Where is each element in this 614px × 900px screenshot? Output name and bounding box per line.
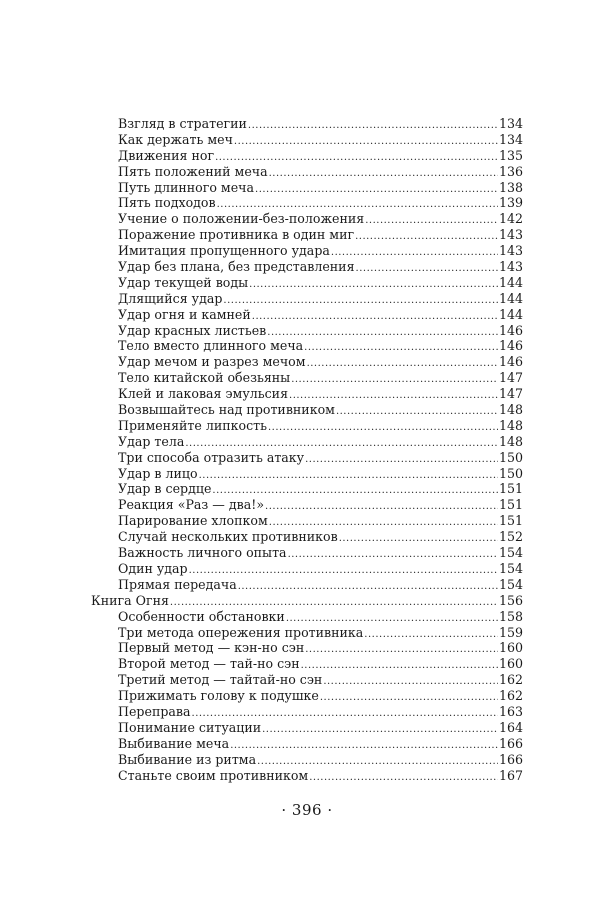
toc-entry (91, 529, 523, 545)
toc-entry-title: Путь длинного меча (118, 179, 255, 195)
toc-entry-title: Прижимать голову к подушке (118, 688, 319, 704)
toc-entry (91, 656, 523, 672)
toc-entry-title: Парирование хлопком (118, 513, 268, 529)
toc-entry-title: Тело китайской обезьяны (118, 370, 291, 386)
toc-entry-page: 139 (498, 195, 523, 211)
dot-leader (323, 674, 498, 690)
toc-entry (91, 164, 523, 180)
toc-entry-page: 158 (498, 608, 523, 624)
toc-entry-page: 138 (498, 179, 523, 195)
toc-entry-title: Взгляд в стратегии (118, 116, 247, 131)
toc-entry-page: 136 (498, 163, 523, 179)
toc-entry-page: 146 (498, 354, 523, 370)
toc-entry-page: 166 (498, 751, 523, 767)
toc-entry-page: 150 (498, 449, 523, 465)
toc-entry-title: Пять подходов (118, 195, 216, 211)
toc-entry-page: 147 (498, 386, 523, 402)
toc-entry-page: 163 (498, 703, 523, 719)
toc-entry (91, 243, 523, 259)
toc-entry-title: Как держать меч (118, 131, 233, 147)
toc-entry-title: Пять положений меча (118, 163, 268, 179)
toc-entry-title: Клей и лаковая эмульсия (118, 386, 289, 402)
dot-leader (320, 690, 498, 706)
toc-entry (91, 386, 523, 402)
toc-entry (91, 561, 523, 577)
dot-leader (249, 277, 498, 293)
table-of-contents (91, 116, 523, 783)
toc-entry (91, 720, 523, 736)
toc-entry-page: 148 (498, 402, 523, 418)
dot-leader (238, 579, 498, 595)
toc-entry-page: 164 (498, 719, 523, 735)
toc-entry (91, 768, 523, 784)
toc-entry-title: Учение о положении-без-положения (118, 211, 365, 227)
toc-entry (91, 466, 523, 482)
toc-entry-page: 160 (498, 656, 523, 672)
dot-leader (301, 658, 498, 674)
toc-entry-title: Длящийся удар (118, 290, 223, 306)
dot-leader (199, 468, 498, 484)
toc-entry (91, 625, 523, 641)
dot-leader (355, 229, 498, 245)
toc-entry-title: Удар огня и камней (118, 306, 251, 322)
toc-entry-page: 135 (498, 147, 523, 163)
toc-entry-title: Применяйте липкость (118, 417, 267, 433)
toc-entry-page: 144 (498, 306, 523, 322)
toc-entry (91, 688, 523, 704)
toc-entry (91, 338, 523, 354)
toc-entry (91, 291, 523, 307)
toc-entry-title: Особенности обстановки (118, 608, 285, 624)
dot-leader (230, 738, 498, 754)
toc-entry-title: Поражение противника в один миг (118, 227, 355, 243)
toc-entry (91, 275, 523, 291)
page-number: · 396 · (281, 801, 333, 819)
toc-entry-page: 151 (498, 481, 523, 497)
toc-entry-page: 160 (498, 640, 523, 656)
dot-leader (252, 309, 498, 325)
toc-entry (91, 450, 523, 466)
toc-entry-title: Удар без плана, без представления (118, 259, 355, 275)
toc-entry (91, 736, 523, 752)
dot-leader (234, 134, 498, 150)
toc-entry-page: 154 (498, 576, 523, 592)
toc-entry (91, 481, 523, 497)
toc-entry (91, 418, 523, 434)
toc-entry (91, 227, 523, 243)
toc-entry-title: Второй метод — тай-но сэн (118, 656, 300, 672)
toc-entry-title: Реакция «Раз — два!» (118, 497, 265, 513)
dot-leader (268, 420, 498, 436)
dot-leader (364, 627, 498, 643)
toc-entry-page: 152 (498, 529, 523, 545)
dot-leader (255, 182, 498, 198)
toc-entry (91, 497, 523, 513)
dot-leader (307, 356, 498, 372)
toc-entry-title: Случай нескольких противников (118, 529, 338, 545)
toc-entry (91, 752, 523, 768)
toc-entry (91, 195, 523, 211)
dot-leader (336, 404, 498, 420)
toc-entry-page: 144 (498, 274, 523, 290)
toc-entry-page: 134 (498, 131, 523, 147)
toc-entry-page: 143 (498, 227, 523, 243)
toc-entry-page: 156 (498, 592, 523, 608)
toc-entry-page: 148 (498, 417, 523, 433)
toc-entry (91, 307, 523, 323)
dot-leader (305, 642, 498, 658)
toc-entry (91, 513, 523, 529)
dot-leader (356, 261, 498, 277)
toc-entry-page: 151 (498, 513, 523, 529)
toc-entry-page: 151 (498, 497, 523, 513)
toc-entry-page: 146 (498, 322, 523, 338)
toc-entry-title: Возвышайтесь над противником (118, 402, 335, 418)
toc-entry-title: Удар мечом и разрез мечом (118, 354, 306, 370)
toc-entry-title: Книга Огня (91, 592, 169, 608)
toc-entry-page: 147 (498, 370, 523, 386)
toc-entry (91, 672, 523, 688)
toc-entry-page: 166 (498, 735, 523, 751)
toc-entry-page: 154 (498, 560, 523, 576)
dot-leader (291, 372, 498, 388)
toc-entry (91, 259, 523, 275)
toc-entry (91, 148, 523, 164)
dot-leader (262, 722, 498, 738)
toc-entry-page: 143 (498, 243, 523, 259)
toc-entry (91, 434, 523, 450)
toc-entry (91, 370, 523, 386)
dot-leader (223, 293, 498, 309)
toc-entry-title: Три способа отразить атаку (118, 449, 305, 465)
toc-entry-title: Тело вместо длинного меча (118, 338, 304, 354)
toc-entry (91, 402, 523, 418)
dot-leader (305, 452, 498, 468)
dot-leader (331, 245, 498, 261)
toc-entry-title: Выбивание из ритма (118, 751, 257, 767)
toc-entry (91, 132, 523, 148)
toc-entry-page: 162 (498, 688, 523, 704)
toc-entry-title: Прямая передача (118, 576, 237, 592)
toc-entry-page: 134 (498, 116, 523, 131)
dot-leader (339, 531, 498, 547)
toc-entry-title: Важность личного опыта (118, 545, 287, 561)
toc-entry-page: 154 (498, 545, 523, 561)
toc-entry-title: Удар тела (118, 433, 185, 449)
toc-entry-title: Три метода опережения противника (118, 624, 364, 640)
dot-leader (309, 770, 498, 786)
toc-entry-page: 144 (498, 290, 523, 306)
toc-entry-page: 150 (498, 465, 523, 481)
toc-entry-title: Станьте своим противником (118, 767, 309, 783)
toc-entry (91, 640, 523, 656)
toc-entry (91, 323, 523, 339)
toc-entry-page: 167 (498, 767, 523, 783)
toc-entry-title: Имитация пропущенного удара (118, 243, 330, 259)
toc-entry (91, 704, 523, 720)
toc-entry-title: Удар в лицо (118, 465, 198, 481)
toc-section-entry (91, 593, 523, 609)
toc-entry-title: Удар текущей воды (118, 274, 249, 290)
toc-entry-title: Движения ног (118, 147, 215, 163)
toc-entry-page: 148 (498, 433, 523, 449)
dot-leader (265, 499, 498, 515)
dot-leader (365, 213, 498, 229)
toc-entry-title: Удар в сердце (118, 481, 212, 497)
toc-entry-page: 162 (498, 672, 523, 688)
toc-entry (91, 354, 523, 370)
dot-leader (269, 166, 498, 182)
toc-entry-title: Один удар (118, 560, 188, 576)
toc-entry-page: 159 (498, 624, 523, 640)
dot-leader (248, 118, 498, 134)
dot-leader (304, 340, 498, 356)
toc-entry (91, 577, 523, 593)
dot-leader (288, 547, 498, 563)
toc-entry-page: 146 (498, 338, 523, 354)
toc-entry-page: 142 (498, 211, 523, 227)
toc-entry-title: Третий метод — тайтай-но сэн (118, 672, 323, 688)
toc-entry (91, 609, 523, 625)
toc-entry-title: Понимание ситуации (118, 719, 262, 735)
toc-entry (91, 211, 523, 227)
toc-entry-title: Удар красных листьев (118, 322, 267, 338)
toc-entry-title: Выбивание меча (118, 735, 230, 751)
toc-entry-page: 143 (498, 259, 523, 275)
toc-entry-title: Первый метод — кэн-но сэн (118, 640, 305, 656)
toc-entry (91, 116, 523, 132)
toc-entry-title: Переправа (118, 703, 191, 719)
toc-entry (91, 180, 523, 196)
toc-entry (91, 545, 523, 561)
